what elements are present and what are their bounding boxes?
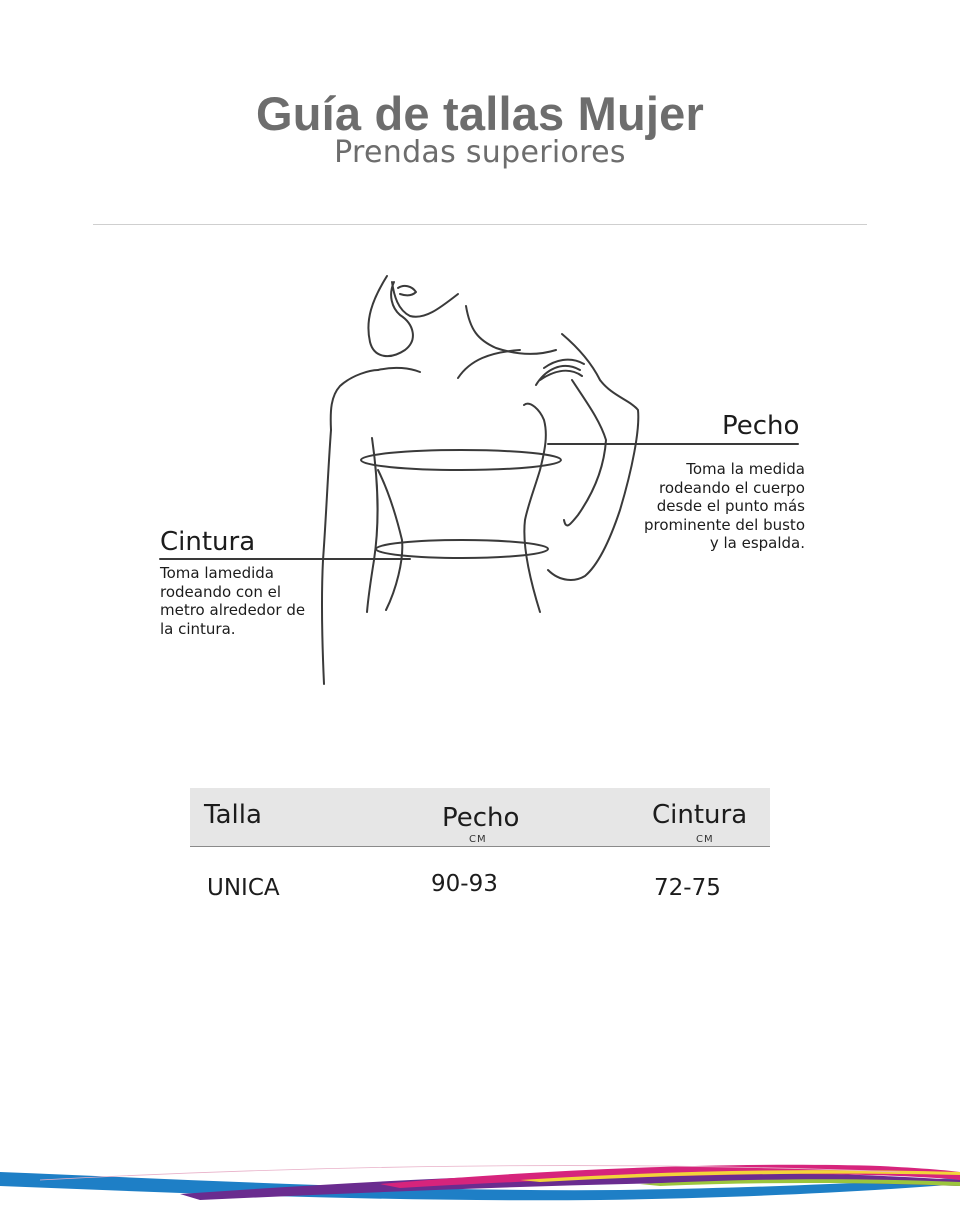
breast-right [524, 404, 546, 612]
column-header-pecho: Pecho [442, 803, 520, 833]
pecho-description-line: Toma la medida [686, 460, 805, 478]
size-table [190, 788, 770, 901]
decorative-color-waves [0, 1150, 960, 1232]
neck-line [378, 368, 420, 372]
pecho-description-line: prominente del busto [643, 515, 805, 534]
eye [398, 286, 416, 295]
pecho-description-line: rodeando el cuerpo [659, 478, 805, 497]
size-table-header [190, 788, 770, 847]
torso-left [322, 430, 331, 684]
pecho-description-line: desde el punto más [656, 497, 805, 515]
chest-tape [361, 450, 561, 470]
hand-right [536, 360, 584, 385]
pecho-description [620, 460, 805, 553]
page-title: Guía de tallas Mujer [255, 87, 705, 140]
cell-talla: UNICA [207, 875, 280, 901]
cintura-description-line: rodeando con el [160, 582, 282, 601]
pecho-description-line: y la espalda. [709, 534, 805, 552]
column-header-cintura: Cintura [652, 800, 748, 830]
column-unit-pecho: CM [469, 834, 487, 845]
cintura-description-line: la cintura. [160, 619, 236, 638]
column-header-talla: Talla [204, 800, 262, 830]
page-subtitle: Prendas superiores [334, 135, 626, 170]
head-outline [368, 276, 413, 356]
cintura-description-line: metro alrededor de [160, 601, 306, 619]
neck-right [466, 306, 556, 354]
cintura-description [160, 564, 320, 638]
cell-pecho: 90-93 [431, 871, 498, 897]
cintura-description-line: Toma lamedida [160, 564, 274, 582]
waist-left [378, 470, 402, 610]
cintura-label: Cintura [160, 527, 256, 557]
neck-left [331, 370, 378, 430]
column-unit-cintura: CM [696, 834, 714, 845]
shoulder-right [458, 350, 520, 378]
cell-cintura: 72-75 [654, 875, 721, 901]
forearm-right [564, 380, 606, 525]
pecho-label: Pecho [722, 411, 800, 441]
